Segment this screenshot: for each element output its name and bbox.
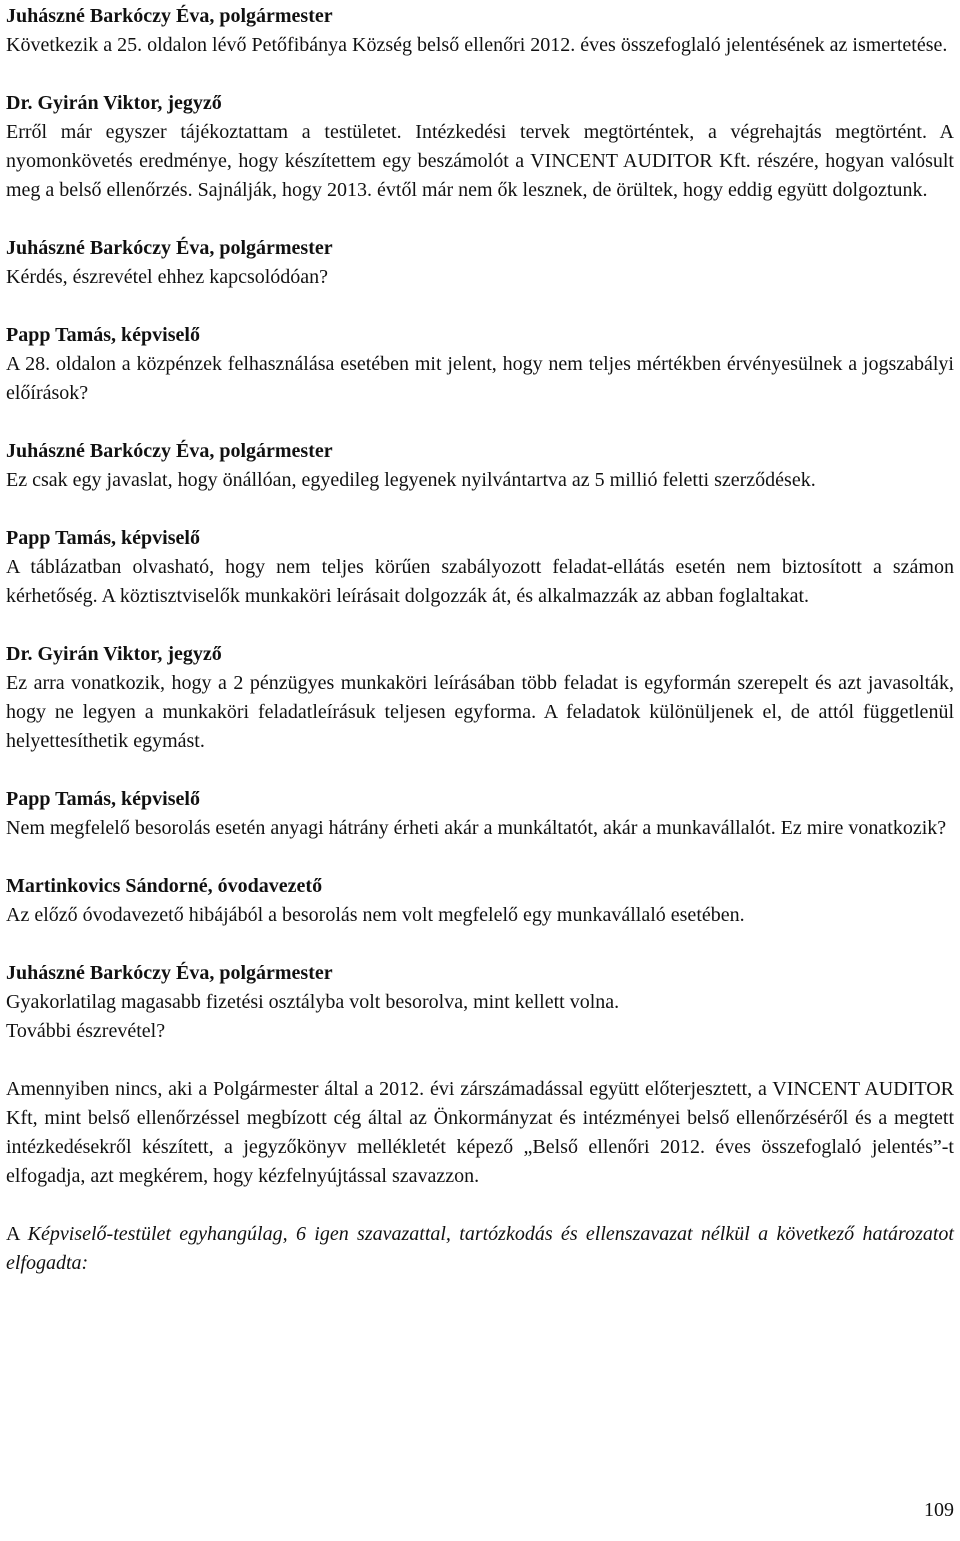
motion-paragraph-block [6, 1075, 954, 1191]
speech-block [6, 234, 954, 292]
speech-text-line: További észrevétel? [6, 1020, 166, 1042]
speech-text: Az előző óvodavezető hibájából a besorolás nem volt megfelelő egy munkavállaló esetében. [6, 904, 745, 926]
motion-paragraph: Amennyiben nincs, aki a Polgármester által a 2012. évi zárszámadással együtt előterjesztett, a VINCENT AUDITOR Kft, mint belső ellenőrzéssel megbízott cég által az Önkormányzat és intézményei belső ellenőrzéséről és a megtett intézkedésekről készített, a jegyzőkönyv mellékletét képező „Belső ellenőri 2012. éves összefoglaló jelentés”-t elfogadja, azt megkérem, hogy kézfelnyújtással szavazzon. [6, 1078, 954, 1187]
speech-block [6, 785, 954, 843]
document-page [6, 2, 954, 1307]
resolution-block [6, 1220, 954, 1278]
speaker-name: Dr. Gyirán Viktor, jegyző [6, 92, 222, 114]
speech-block [6, 321, 954, 408]
speech-text: Erről már egyszer tájékoztattam a testületet. Intézkedési tervek megtörténtek, a végrehajtás megtörtént. A nyomonkövetés eredménye, hogy készítettem egy beszámolót a VINCENT AUDITOR Kft. részére, hogyan valósult meg a belső ellenőrzés. Sajnálják, hogy 2013. évtől már nem ők lesznek, de örültek, hogy eddig együtt dolgoztunk. [6, 121, 954, 201]
speaker-name: Papp Tamás, képviselő [6, 527, 200, 549]
speech-text-line: Gyakorlatilag magasabb fizetési osztályba volt besorolva, mint kellett volna. [6, 991, 620, 1013]
speech-block [6, 640, 954, 756]
page-number: 109 [924, 1499, 954, 1521]
speech-block [6, 437, 954, 495]
speaker-name: Papp Tamás, képviselő [6, 788, 200, 810]
speech-block [6, 2, 954, 60]
speaker-name: Papp Tamás, képviselő [6, 324, 200, 346]
speech-text: Kérdés, észrevétel ehhez kapcsolódóan? [6, 266, 329, 288]
speaker-name: Juhászné Barkóczy Éva, polgármester [6, 5, 333, 27]
speech-text: Következik a 25. oldalon lévő Petőfibánya Község belső ellenőri 2012. éves összefoglaló jelentésének az ismertetése. [6, 34, 948, 56]
speaker-name: Juhászné Barkóczy Éva, polgármester [6, 962, 333, 984]
resolution-statement [6, 1220, 954, 1278]
resolution-emphasis: Képviselő-testület egyhangúlag, 6 igen szavazattal, tartózkodás és ellenszavazat nélkül a következő határozatot elfogadta: [6, 1223, 954, 1274]
resolution-prefix: A [6, 1223, 28, 1245]
speech-text: A táblázatban olvasható, hogy nem teljes körűen szabályozott feladat-ellátás esetén nem biztosított a számon kérhetőség. A köztisztviselők munkaköri leírásait dolgozzák át, és alkalmazzák az abban foglaltakat. [6, 556, 954, 607]
speech-block [6, 524, 954, 611]
speech-text: A 28. oldalon a közpénzek felhasználása esetében mit jelent, hogy nem teljes mértékben érvényesülnek a jogszabályi előírások? [6, 353, 954, 404]
speech-block [6, 872, 954, 930]
speech-text: Ez csak egy javaslat, hogy önállóan, egyedileg legyenek nyilvántartva az 5 millió feletti szerződések. [6, 469, 816, 491]
speaker-name: Martinkovics Sándorné, óvodavezető [6, 875, 323, 897]
speaker-name: Juhászné Barkóczy Éva, polgármester [6, 237, 333, 259]
speech-text: Nem megfelelő besorolás esetén anyagi hátrány érheti akár a munkáltatót, akár a munkavállalót. Ez mire vonatkozik? [6, 817, 947, 839]
speech-block [6, 89, 954, 205]
speaker-name: Juhászné Barkóczy Éva, polgármester [6, 440, 333, 462]
speech-text: Ez arra vonatkozik, hogy a 2 pénzügyes munkaköri leírásában több feladat is egyformán szerepelt és azt javasolták, hogy ne legyen a munkaköri feladatleírásuk teljesen egyforma. A feladatok különüljenek el, de attól függetlenül helyettesíthetik egymást. [6, 672, 954, 752]
speaker-name: Dr. Gyirán Viktor, jegyző [6, 643, 222, 665]
speech-block-closing [6, 959, 954, 1046]
